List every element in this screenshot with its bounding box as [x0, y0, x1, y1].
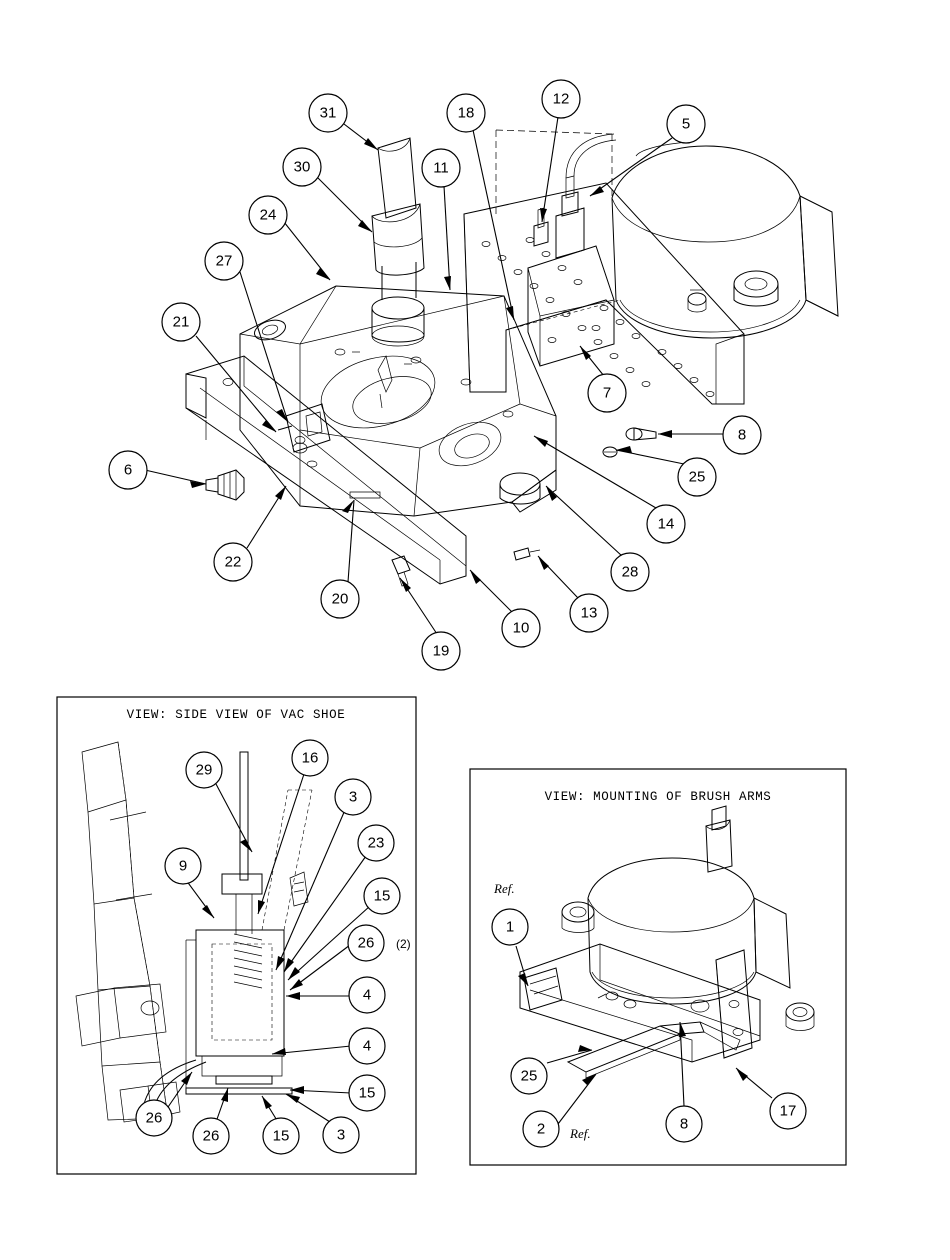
balloon-25-main-label: 25: [688, 468, 706, 486]
balloon-23-label: 23: [367, 834, 385, 852]
balloon-14[interactable]: [647, 505, 685, 543]
balloon-31-label: 31: [319, 104, 337, 122]
qty-annotation: (2): [396, 937, 411, 951]
balloon-15-top-label: 15: [373, 887, 391, 905]
balloon-24[interactable]: [249, 196, 287, 234]
balloon-26-left-label: 26: [145, 1109, 163, 1127]
balloon-7-label: 7: [602, 384, 612, 402]
balloon-9-label: 9: [178, 857, 188, 875]
balloon-13-label: 13: [580, 604, 598, 622]
balloon-22[interactable]: [214, 543, 252, 581]
balloon-3-bottom-label: 3: [336, 1126, 346, 1144]
balloon-26-top-label: 26: [357, 934, 375, 952]
balloon-17[interactable]: [770, 1093, 806, 1129]
balloon-15-mid-label: 15: [358, 1084, 376, 1102]
balloon-2[interactable]: [523, 1111, 559, 1147]
balloon-21-label: 21: [172, 313, 190, 331]
balloon-8-brush[interactable]: [666, 1106, 702, 1142]
balloon-24-label: 24: [259, 206, 277, 224]
balloon-26-top[interactable]: [348, 925, 384, 961]
side-view-title: VIEW: SIDE VIEW OF VAC SHOE: [126, 708, 346, 722]
balloon-26-bottom-label: 26: [202, 1127, 220, 1145]
balloon-25-brush-label: 25: [520, 1067, 538, 1085]
balloon-3-top[interactable]: [335, 779, 371, 815]
brush-arms-view-title: VIEW: MOUNTING OF BRUSH ARMS: [544, 790, 772, 804]
balloon-4-upper-label: 4: [362, 986, 372, 1004]
balloon-8-brush-label: 8: [679, 1115, 689, 1133]
balloon-6-label: 6: [123, 461, 133, 479]
balloon-1-label: 1: [505, 918, 515, 936]
balloon-29[interactable]: [186, 752, 222, 788]
balloon-21[interactable]: [162, 303, 200, 341]
balloon-30-label: 30: [293, 158, 311, 176]
balloon-4-lower-label: 4: [362, 1037, 372, 1055]
balloon-13[interactable]: [570, 594, 608, 632]
balloon-30[interactable]: [283, 148, 321, 186]
balloon-27[interactable]: [205, 242, 243, 280]
balloon-12[interactable]: [542, 80, 580, 118]
balloon-16-label: 16: [301, 749, 319, 767]
balloon-1[interactable]: [492, 909, 528, 945]
balloon-19-label: 19: [432, 642, 450, 660]
balloon-28[interactable]: [611, 553, 649, 591]
balloon-4-upper[interactable]: [349, 977, 385, 1013]
balloon-15-bottom[interactable]: [263, 1118, 299, 1154]
balloon-17-label: 17: [779, 1102, 797, 1120]
balloon-22-label: 22: [224, 553, 242, 571]
balloon-27-label: 27: [215, 252, 233, 270]
balloon-16[interactable]: [292, 740, 328, 776]
balloon-18-label: 18: [457, 104, 475, 122]
balloon-8-main[interactable]: [723, 416, 761, 454]
balloon-19[interactable]: [422, 632, 460, 670]
balloon-26-left[interactable]: [136, 1100, 172, 1136]
ref-label-1: Ref.: [494, 881, 515, 896]
balloon-15-bottom-label: 15: [272, 1127, 290, 1145]
balloon-7[interactable]: [588, 374, 626, 412]
balloon-26-bottom[interactable]: [193, 1118, 229, 1154]
balloon-11[interactable]: [422, 149, 460, 187]
balloon-15-top[interactable]: [364, 878, 400, 914]
balloon-25-brush[interactable]: [511, 1058, 547, 1094]
balloon-12-label: 12: [552, 90, 570, 108]
balloon-31[interactable]: [309, 94, 347, 132]
balloon-28-label: 28: [621, 563, 639, 581]
balloon-5[interactable]: [667, 105, 705, 143]
balloon-10-label: 10: [512, 619, 530, 637]
balloon-3-bottom[interactable]: [323, 1117, 359, 1153]
balloon-25-main[interactable]: [678, 458, 716, 496]
balloon-20[interactable]: [321, 580, 359, 618]
balloon-3-top-label: 3: [348, 788, 358, 806]
balloon-29-label: 29: [195, 761, 213, 779]
balloon-18[interactable]: [447, 94, 485, 132]
balloon-10[interactable]: [502, 609, 540, 647]
balloon-6[interactable]: [109, 451, 147, 489]
balloon-8-main-label: 8: [737, 426, 747, 444]
balloon-4-lower[interactable]: [349, 1028, 385, 1064]
balloon-23[interactable]: [358, 825, 394, 861]
balloon-2-label: 2: [536, 1120, 546, 1138]
balloon-9[interactable]: [165, 848, 201, 884]
balloon-14-label: 14: [657, 515, 675, 533]
ref-label-2: Ref.: [570, 1126, 591, 1141]
balloon-20-label: 20: [331, 590, 349, 608]
balloon-5-label: 5: [681, 115, 691, 133]
balloon-11-label: 11: [433, 159, 449, 177]
balloon-15-mid[interactable]: [349, 1075, 385, 1111]
